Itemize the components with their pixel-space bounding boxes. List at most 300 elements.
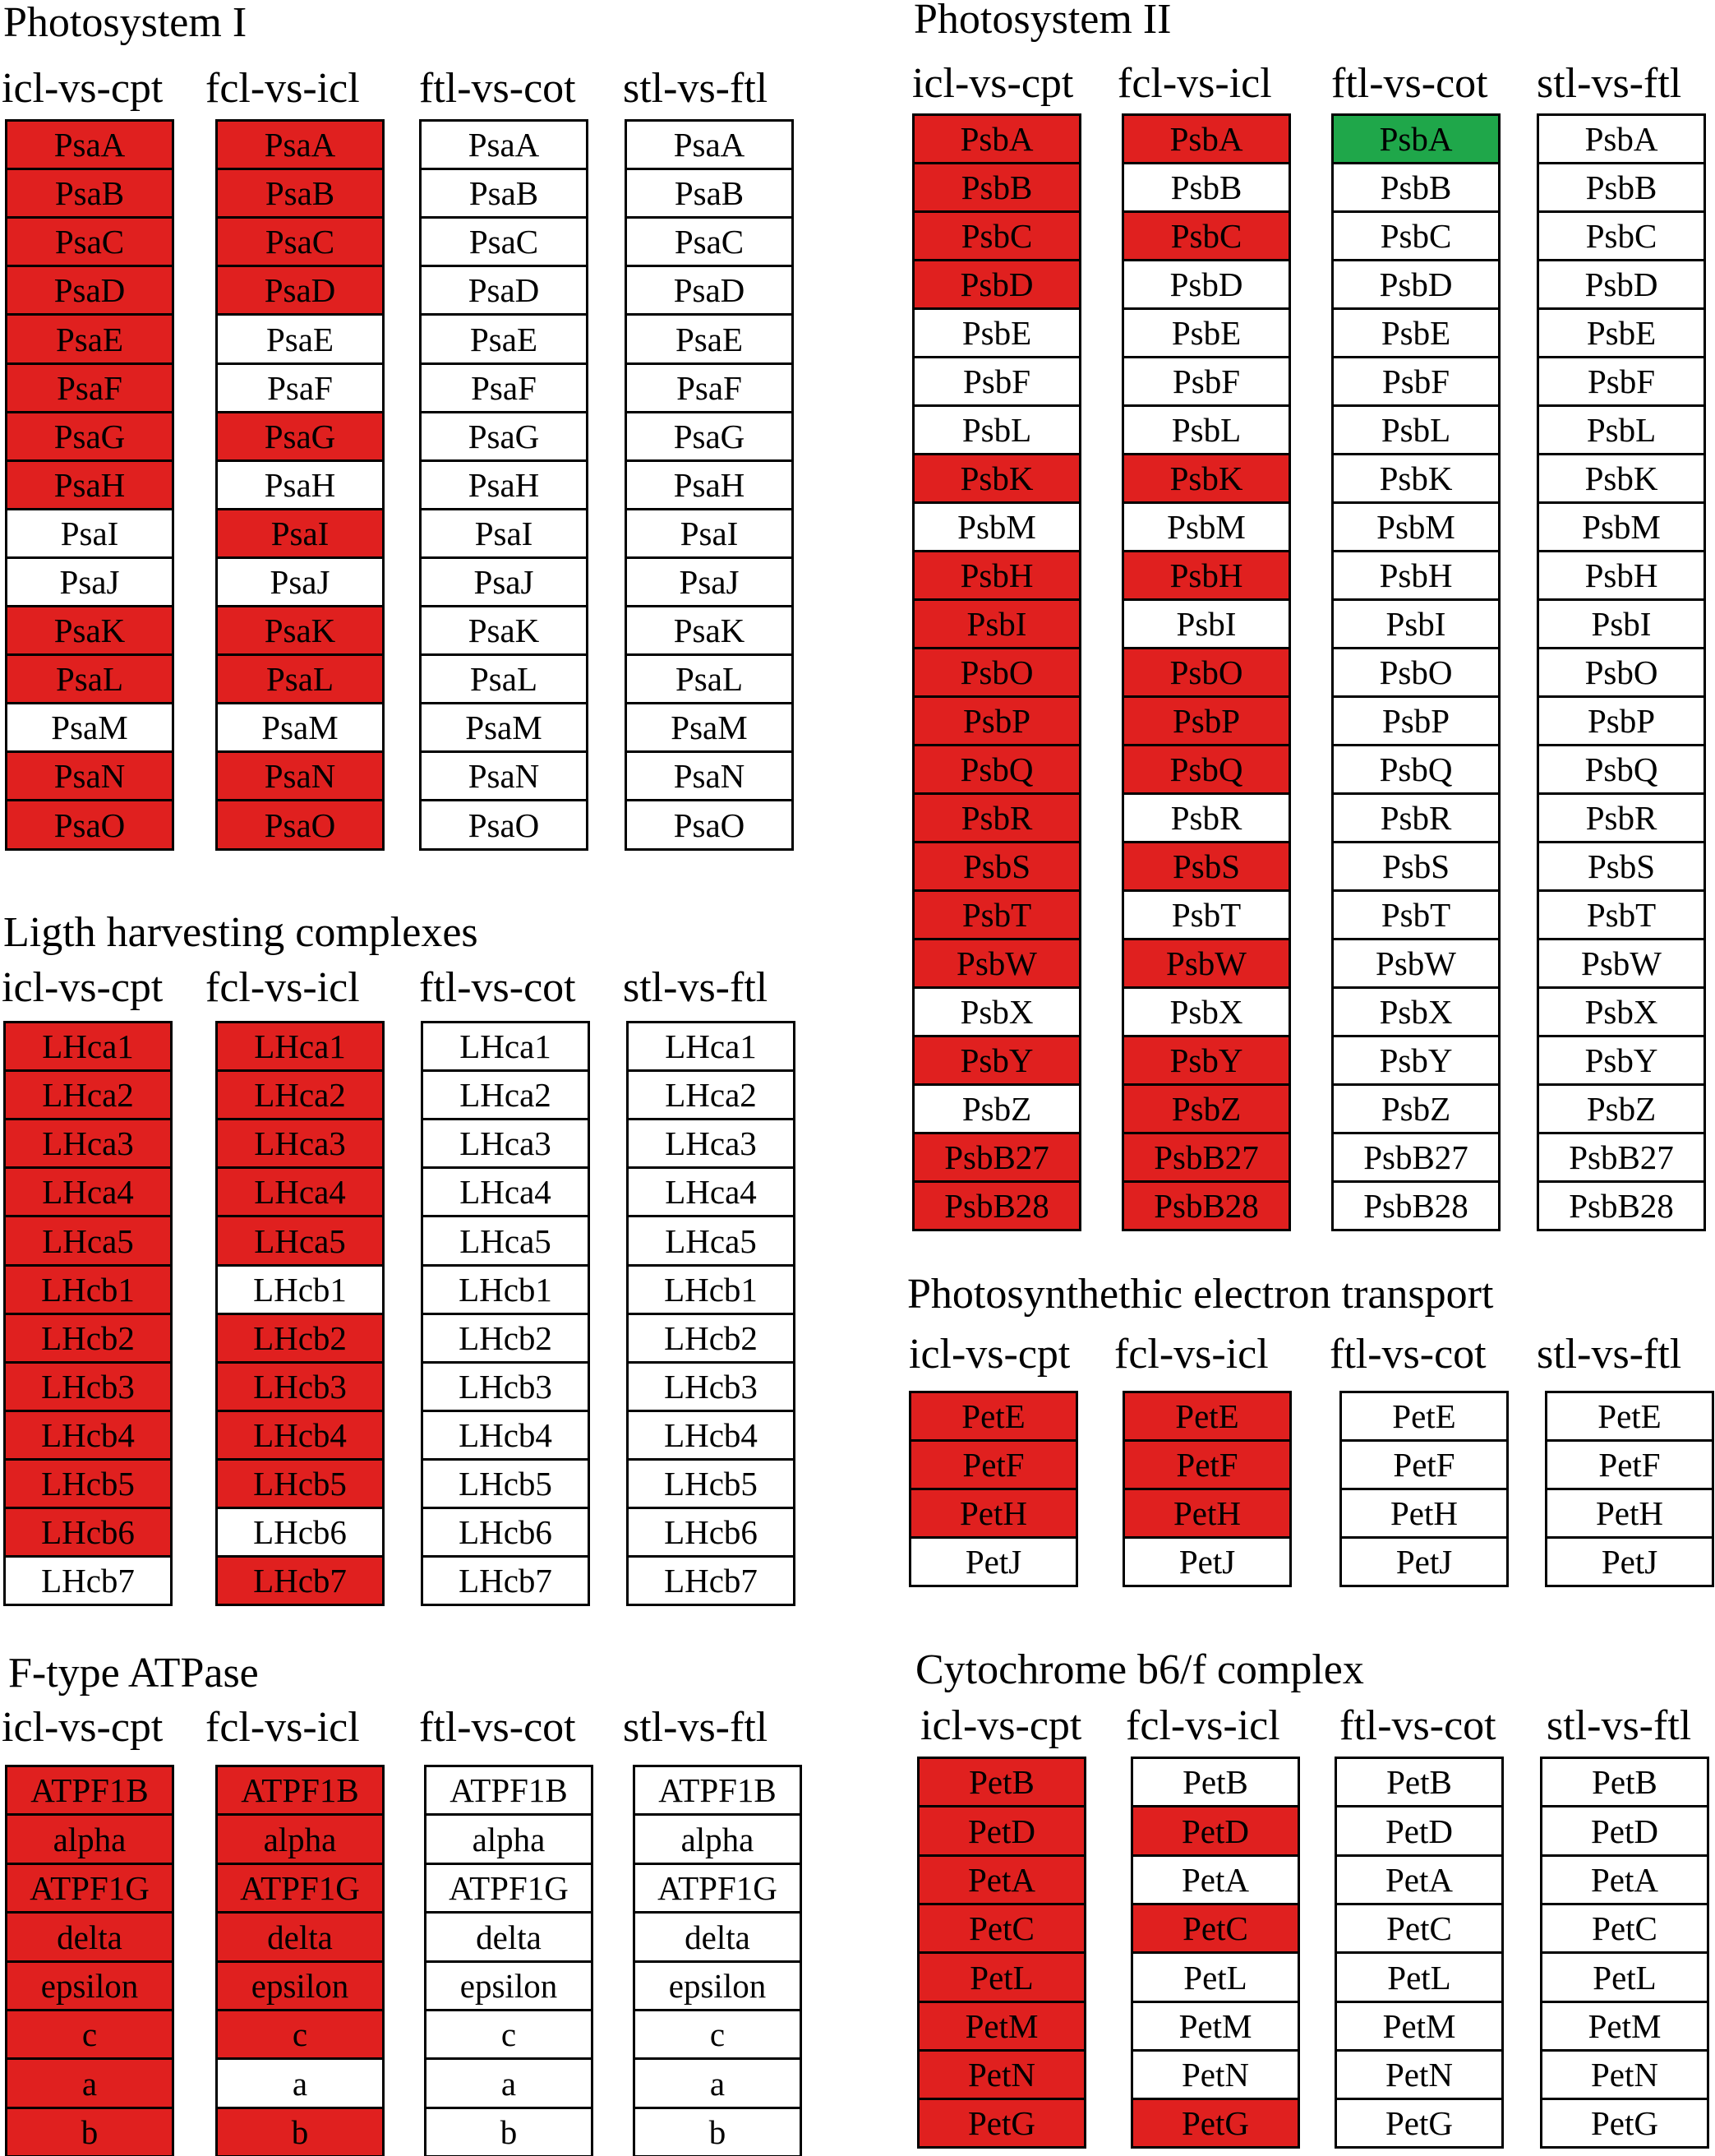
gene-cell-psaj: PsaJ	[218, 559, 382, 605]
gene-cell-psbp: PsbP	[1124, 698, 1289, 744]
panel-title-photosystem-ii: Photosystem II	[914, 0, 1172, 43]
gene-cell-psae: PsaE	[422, 316, 586, 362]
gene-column-fcl-vs-icl	[1123, 1391, 1292, 1587]
gene-cell-psbh: PsbH	[1539, 552, 1703, 598]
gene-cell-psbx: PsbX	[1539, 989, 1703, 1035]
gene-cell-psal: PsaL	[422, 656, 586, 702]
gene-cell-psbi: PsbI	[1334, 601, 1498, 647]
gene-cell-petn: PetN	[920, 2052, 1084, 2098]
gene-cell-psaf: PsaF	[422, 365, 586, 411]
gene-cell-psag: PsaG	[218, 413, 382, 459]
gene-cell-psbo: PsbO	[915, 649, 1079, 695]
gene-cell-epsilon: epsilon	[635, 1963, 800, 2009]
gene-cell-peta: PetA	[920, 1857, 1084, 1903]
gene-cell-psbz: PsbZ	[1539, 1086, 1703, 1132]
gene-cell-psae: PsaE	[7, 316, 172, 362]
gene-cell-epsilon: epsilon	[426, 1963, 591, 2009]
column-header-stl-vs-ftl: stl-vs-ftl	[623, 65, 768, 112]
gene-cell-peta: PetA	[1133, 1857, 1298, 1903]
gene-cell-psbo: PsbO	[1334, 649, 1498, 695]
gene-cell-psbf: PsbF	[1124, 358, 1289, 404]
gene-cell-psby: PsbY	[1334, 1037, 1498, 1083]
gene-cell-psbh: PsbH	[915, 552, 1079, 598]
gene-cell-psao: PsaO	[218, 801, 382, 848]
gene-cell-petn: PetN	[1133, 2052, 1298, 2098]
gene-cell-petc: PetC	[1542, 1905, 1707, 1951]
gene-column-ftl-vs-cot	[424, 1765, 593, 2156]
gene-cell-petc: PetC	[920, 1905, 1084, 1951]
gene-column-icl-vs-cpt	[917, 1757, 1086, 2149]
gene-cell-alpha: alpha	[426, 1816, 591, 1863]
gene-cell-pete: PetE	[1342, 1393, 1506, 1439]
panel-title-cytochrome-b6-f-complex: Cytochrome b6/f complex	[915, 1646, 1364, 1693]
gene-cell-atpf1g: ATPF1G	[7, 1865, 172, 1911]
gene-column-stl-vs-ftl	[1537, 113, 1706, 1231]
gene-cell-lhcb7: LHcb7	[6, 1558, 170, 1604]
gene-column-stl-vs-ftl	[625, 119, 794, 851]
gene-cell-lhca1: LHca1	[218, 1023, 382, 1069]
gene-cell-lhcb6: LHcb6	[423, 1509, 588, 1555]
gene-column-icl-vs-cpt	[3, 1021, 173, 1606]
gene-cell-psad: PsaD	[7, 267, 172, 313]
gene-cell-psbq: PsbQ	[915, 746, 1079, 792]
gene-cell-psbb28: PsbB28	[915, 1183, 1079, 1229]
gene-cell-psah: PsaH	[422, 462, 586, 508]
gene-cell-lhca3: LHca3	[6, 1120, 170, 1166]
gene-cell-lhcb2: LHcb2	[629, 1315, 793, 1361]
gene-cell-petn: PetN	[1542, 2052, 1707, 2098]
gene-cell-psba: PsbA	[915, 116, 1079, 162]
gene-column-stl-vs-ftl	[1545, 1391, 1714, 1587]
gene-cell-lhca5: LHca5	[629, 1217, 793, 1264]
gene-cell-psbt: PsbT	[1334, 892, 1498, 938]
gene-cell-psai: PsaI	[218, 510, 382, 556]
gene-cell-lhcb3: LHcb3	[629, 1364, 793, 1410]
gene-cell-petj: PetJ	[1547, 1539, 1712, 1585]
gene-cell-psbe: PsbE	[1334, 310, 1498, 356]
gene-column-icl-vs-cpt	[5, 119, 174, 851]
gene-cell-psac: PsaC	[218, 219, 382, 265]
gene-cell-petb: PetB	[1133, 1759, 1298, 1805]
gene-cell-peta: PetA	[1542, 1857, 1707, 1903]
gene-cell-psbb27: PsbB27	[1124, 1134, 1289, 1180]
gene-cell-lhca2: LHca2	[629, 1072, 793, 1118]
gene-cell-lhcb3: LHcb3	[6, 1364, 170, 1410]
gene-cell-c: c	[218, 2011, 382, 2057]
gene-cell-petf: PetF	[1125, 1442, 1289, 1488]
gene-cell-delta: delta	[7, 1914, 172, 1960]
gene-cell-psbb: PsbB	[915, 164, 1079, 210]
gene-cell-lhcb2: LHcb2	[6, 1315, 170, 1361]
gene-cell-psbi: PsbI	[915, 601, 1079, 647]
gene-cell-psai: PsaI	[7, 510, 172, 556]
panel-title-photosynthethic-electron-transport: Photosynthethic electron transport	[907, 1271, 1494, 1318]
column-header-fcl-vs-icl: fcl-vs-icl	[1118, 60, 1272, 107]
gene-cell-psbo: PsbO	[1124, 649, 1289, 695]
gene-cell-petb: PetB	[920, 1759, 1084, 1805]
gene-cell-epsilon: epsilon	[7, 1963, 172, 2009]
gene-cell-psbl: PsbL	[1124, 407, 1289, 453]
gene-cell-petg: PetG	[1133, 2100, 1298, 2146]
gene-cell-psbc: PsbC	[1334, 213, 1498, 259]
gene-cell-psbd: PsbD	[1124, 261, 1289, 307]
gene-cell-lhca5: LHca5	[423, 1217, 588, 1264]
gene-cell-lhcb4: LHcb4	[6, 1412, 170, 1458]
gene-cell-psbz: PsbZ	[1124, 1086, 1289, 1132]
gene-cell-psbb27: PsbB27	[1539, 1134, 1703, 1180]
gene-cell-psag: PsaG	[627, 413, 791, 459]
gene-cell-psan: PsaN	[7, 753, 172, 799]
gene-cell-petg: PetG	[1337, 2100, 1501, 2146]
gene-cell-psak: PsaK	[422, 607, 586, 653]
gene-column-fcl-vs-icl	[1122, 113, 1291, 1231]
gene-cell-psao: PsaO	[422, 801, 586, 848]
gene-cell-lhcb3: LHcb3	[423, 1364, 588, 1410]
gene-cell-lhcb5: LHcb5	[423, 1461, 588, 1507]
gene-cell-b: b	[426, 2109, 591, 2155]
gene-cell-lhcb1: LHcb1	[218, 1267, 382, 1313]
column-header-fcl-vs-icl: fcl-vs-icl	[1126, 1702, 1280, 1749]
gene-cell-psbk: PsbK	[1539, 455, 1703, 501]
gene-cell-atpf1g: ATPF1G	[635, 1865, 800, 1911]
gene-cell-psbt: PsbT	[1539, 892, 1703, 938]
gene-cell-alpha: alpha	[635, 1816, 800, 1863]
column-header-icl-vs-cpt: icl-vs-cpt	[920, 1702, 1082, 1749]
gene-cell-psbm: PsbM	[1539, 504, 1703, 550]
gene-cell-c: c	[426, 2011, 591, 2057]
gene-cell-psbe: PsbE	[915, 310, 1079, 356]
gene-cell-a: a	[635, 2060, 800, 2107]
gene-cell-psbq: PsbQ	[1539, 746, 1703, 792]
gene-cell-lhcb1: LHcb1	[423, 1267, 588, 1313]
gene-cell-petb: PetB	[1542, 1759, 1707, 1805]
column-header-icl-vs-cpt: icl-vs-cpt	[2, 964, 164, 1011]
gene-cell-psaj: PsaJ	[422, 559, 586, 605]
gene-cell-petl: PetL	[1542, 1954, 1707, 2001]
gene-cell-petd: PetD	[920, 1807, 1084, 1854]
gene-cell-psbt: PsbT	[915, 892, 1079, 938]
gene-cell-b: b	[635, 2109, 800, 2155]
gene-cell-psaa: PsaA	[627, 122, 791, 168]
gene-column-ftl-vs-cot	[419, 119, 588, 851]
gene-cell-psbr: PsbR	[1124, 795, 1289, 841]
gene-cell-psac: PsaC	[7, 219, 172, 265]
gene-cell-psan: PsaN	[627, 753, 791, 799]
gene-cell-psbb28: PsbB28	[1124, 1183, 1289, 1229]
gene-column-fcl-vs-icl	[215, 119, 385, 851]
gene-cell-psbi: PsbI	[1124, 601, 1289, 647]
gene-cell-atpf1g: ATPF1G	[426, 1865, 591, 1911]
gene-cell-psab: PsaB	[7, 170, 172, 216]
gene-cell-psbx: PsbX	[915, 989, 1079, 1035]
gene-cell-psbm: PsbM	[1124, 504, 1289, 550]
gene-cell-psbq: PsbQ	[1334, 746, 1498, 792]
gene-cell-lhca2: LHca2	[423, 1072, 588, 1118]
gene-cell-peta: PetA	[1337, 1857, 1501, 1903]
column-header-icl-vs-cpt: icl-vs-cpt	[2, 1704, 164, 1751]
gene-column-fcl-vs-icl	[1131, 1757, 1300, 2149]
gene-cell-psan: PsaN	[422, 753, 586, 799]
gene-cell-lhcb7: LHcb7	[629, 1558, 793, 1604]
gene-cell-psbb27: PsbB27	[1334, 1134, 1498, 1180]
gene-cell-b: b	[218, 2109, 382, 2155]
gene-cell-psbi: PsbI	[1539, 601, 1703, 647]
gene-cell-psbd: PsbD	[1539, 261, 1703, 307]
column-header-fcl-vs-icl: fcl-vs-icl	[1114, 1331, 1269, 1378]
gene-cell-atpf1g: ATPF1G	[218, 1865, 382, 1911]
gene-cell-c: c	[635, 2011, 800, 2057]
gene-cell-petb: PetB	[1337, 1759, 1501, 1805]
gene-cell-lhcb5: LHcb5	[6, 1461, 170, 1507]
gene-cell-psad: PsaD	[422, 267, 586, 313]
gene-cell-psab: PsaB	[627, 170, 791, 216]
gene-cell-lhcb2: LHcb2	[423, 1315, 588, 1361]
gene-cell-psao: PsaO	[7, 801, 172, 848]
gene-cell-psbz: PsbZ	[1334, 1086, 1498, 1132]
gene-cell-psbd: PsbD	[915, 261, 1079, 307]
gene-cell-a: a	[7, 2060, 172, 2107]
gene-cell-psal: PsaL	[627, 656, 791, 702]
gene-cell-psbb27: PsbB27	[915, 1134, 1079, 1180]
gene-cell-petl: PetL	[1337, 1954, 1501, 2001]
gene-column-fcl-vs-icl	[215, 1765, 385, 2156]
gene-cell-psbw: PsbW	[915, 940, 1079, 986]
gene-cell-psbe: PsbE	[1124, 310, 1289, 356]
gene-cell-psbx: PsbX	[1124, 989, 1289, 1035]
gene-cell-lhcb2: LHcb2	[218, 1315, 382, 1361]
gene-cell-delta: delta	[218, 1914, 382, 1960]
column-header-fcl-vs-icl: fcl-vs-icl	[205, 65, 360, 112]
column-header-ftl-vs-cot: ftl-vs-cot	[419, 964, 576, 1011]
gene-cell-psbw: PsbW	[1334, 940, 1498, 986]
gene-cell-alpha: alpha	[7, 1816, 172, 1863]
gene-cell-psaa: PsaA	[422, 122, 586, 168]
gene-cell-epsilon: epsilon	[218, 1963, 382, 2009]
column-header-stl-vs-ftl: stl-vs-ftl	[1537, 1331, 1682, 1378]
gene-cell-psba: PsbA	[1334, 116, 1498, 162]
gene-cell-peth: PetH	[1342, 1490, 1506, 1536]
gene-cell-psbs: PsbS	[915, 843, 1079, 889]
gene-cell-psaa: PsaA	[7, 122, 172, 168]
gene-column-stl-vs-ftl	[1540, 1757, 1709, 2149]
gene-cell-psbt: PsbT	[1124, 892, 1289, 938]
gene-cell-peth: PetH	[911, 1490, 1076, 1536]
column-header-stl-vs-ftl: stl-vs-ftl	[1547, 1702, 1692, 1749]
column-header-icl-vs-cpt: icl-vs-cpt	[2, 65, 164, 112]
gene-cell-psbr: PsbR	[1334, 795, 1498, 841]
gene-cell-psbk: PsbK	[1334, 455, 1498, 501]
gene-cell-petd: PetD	[1337, 1807, 1501, 1854]
gene-cell-psbp: PsbP	[915, 698, 1079, 744]
gene-cell-a: a	[218, 2060, 382, 2107]
gene-cell-psac: PsaC	[422, 219, 586, 265]
gene-cell-lhcb4: LHcb4	[629, 1412, 793, 1458]
gene-cell-psbp: PsbP	[1334, 698, 1498, 744]
gene-cell-lhca1: LHca1	[629, 1023, 793, 1069]
gene-cell-psaa: PsaA	[218, 122, 382, 168]
gene-cell-lhcb6: LHcb6	[218, 1509, 382, 1555]
gene-cell-lhca3: LHca3	[423, 1120, 588, 1166]
gene-cell-psaf: PsaF	[7, 365, 172, 411]
gene-cell-psbl: PsbL	[1334, 407, 1498, 453]
gene-column-stl-vs-ftl	[633, 1765, 802, 2156]
gene-cell-lhca1: LHca1	[423, 1023, 588, 1069]
gene-cell-psbc: PsbC	[915, 213, 1079, 259]
gene-cell-psah: PsaH	[627, 462, 791, 508]
gene-cell-psby: PsbY	[1539, 1037, 1703, 1083]
gene-cell-psac: PsaC	[627, 219, 791, 265]
gene-cell-psbe: PsbE	[1539, 310, 1703, 356]
gene-cell-delta: delta	[426, 1914, 591, 1960]
gene-cell-psbb: PsbB	[1334, 164, 1498, 210]
gene-cell-peth: PetH	[1125, 1490, 1289, 1536]
gene-cell-lhcb4: LHcb4	[218, 1412, 382, 1458]
gene-cell-petl: PetL	[920, 1954, 1084, 2001]
gene-cell-psal: PsaL	[218, 656, 382, 702]
gene-cell-psbp: PsbP	[1539, 698, 1703, 744]
gene-cell-psam: PsaM	[218, 704, 382, 750]
gene-cell-peth: PetH	[1547, 1490, 1712, 1536]
gene-column-ftl-vs-cot	[421, 1021, 590, 1606]
gene-cell-lhca5: LHca5	[6, 1217, 170, 1264]
gene-cell-psab: PsaB	[218, 170, 382, 216]
column-header-stl-vs-ftl: stl-vs-ftl	[623, 964, 768, 1011]
gene-cell-psbh: PsbH	[1124, 552, 1289, 598]
gene-cell-atpf1b: ATPF1B	[218, 1767, 382, 1813]
panel-title-ligth-harvesting-complexes: Ligth harvesting complexes	[3, 909, 478, 956]
gene-cell-petm: PetM	[920, 2003, 1084, 2049]
gene-cell-psbc: PsbC	[1539, 213, 1703, 259]
gene-cell-lhcb7: LHcb7	[423, 1558, 588, 1604]
gene-cell-lhca2: LHca2	[218, 1072, 382, 1118]
gene-cell-psbc: PsbC	[1124, 213, 1289, 259]
gene-cell-lhcb1: LHcb1	[629, 1267, 793, 1313]
gene-cell-psbm: PsbM	[915, 504, 1079, 550]
gene-cell-psam: PsaM	[422, 704, 586, 750]
column-header-ftl-vs-cot: ftl-vs-cot	[419, 65, 576, 112]
gene-cell-psbs: PsbS	[1539, 843, 1703, 889]
gene-cell-psaf: PsaF	[218, 365, 382, 411]
gene-cell-lhcb4: LHcb4	[423, 1412, 588, 1458]
gene-cell-psbs: PsbS	[1334, 843, 1498, 889]
gene-cell-psai: PsaI	[627, 510, 791, 556]
gene-cell-psbb: PsbB	[1539, 164, 1703, 210]
gene-cell-psao: PsaO	[627, 801, 791, 848]
gene-cell-a: a	[426, 2060, 591, 2107]
gene-cell-psam: PsaM	[627, 704, 791, 750]
gene-cell-psbk: PsbK	[915, 455, 1079, 501]
column-header-ftl-vs-cot: ftl-vs-cot	[1331, 60, 1488, 107]
gene-cell-psai: PsaI	[422, 510, 586, 556]
gene-column-ftl-vs-cot	[1331, 113, 1501, 1231]
column-header-fcl-vs-icl: fcl-vs-icl	[205, 964, 360, 1011]
gene-cell-psbh: PsbH	[1334, 552, 1498, 598]
gene-cell-petj: PetJ	[1342, 1539, 1506, 1585]
gene-cell-psag: PsaG	[422, 413, 586, 459]
gene-cell-psaf: PsaF	[627, 365, 791, 411]
panel-title-f-type-atpase: F-type ATPase	[8, 1650, 259, 1697]
gene-cell-lhca4: LHca4	[218, 1169, 382, 1215]
gene-cell-psam: PsaM	[7, 704, 172, 750]
gene-cell-petj: PetJ	[1125, 1539, 1289, 1585]
column-header-fcl-vs-icl: fcl-vs-icl	[205, 1704, 360, 1751]
gene-cell-lhcb5: LHcb5	[629, 1461, 793, 1507]
gene-cell-psbl: PsbL	[915, 407, 1079, 453]
gene-cell-psbq: PsbQ	[1124, 746, 1289, 792]
gene-cell-atpf1b: ATPF1B	[7, 1767, 172, 1813]
gene-cell-lhca3: LHca3	[629, 1120, 793, 1166]
gene-cell-psan: PsaN	[218, 753, 382, 799]
gene-column-fcl-vs-icl	[215, 1021, 385, 1606]
gene-column-icl-vs-cpt	[912, 113, 1081, 1231]
gene-cell-b: b	[7, 2109, 172, 2155]
column-header-icl-vs-cpt: icl-vs-cpt	[912, 60, 1074, 107]
gene-cell-lhca5: LHca5	[218, 1217, 382, 1264]
gene-cell-psbb28: PsbB28	[1334, 1183, 1498, 1229]
gene-cell-delta: delta	[635, 1914, 800, 1960]
gene-cell-psaj: PsaJ	[627, 559, 791, 605]
gene-cell-atpf1b: ATPF1B	[426, 1767, 591, 1813]
gene-cell-psbr: PsbR	[1539, 795, 1703, 841]
gene-cell-alpha: alpha	[218, 1816, 382, 1863]
gene-cell-psba: PsbA	[1124, 116, 1289, 162]
gene-cell-petm: PetM	[1337, 2003, 1501, 2049]
gene-cell-psbl: PsbL	[1539, 407, 1703, 453]
panel-title-photosystem-i: Photosystem I	[3, 0, 247, 46]
gene-cell-psba: PsbA	[1539, 116, 1703, 162]
gene-cell-psak: PsaK	[627, 607, 791, 653]
gene-cell-lhcb3: LHcb3	[218, 1364, 382, 1410]
gene-cell-psad: PsaD	[627, 267, 791, 313]
gene-cell-lhcb7: LHcb7	[218, 1558, 382, 1604]
gene-cell-psbw: PsbW	[1124, 940, 1289, 986]
gene-cell-lhca2: LHca2	[6, 1072, 170, 1118]
gene-cell-petm: PetM	[1133, 2003, 1298, 2049]
gene-cell-psbf: PsbF	[1334, 358, 1498, 404]
column-header-stl-vs-ftl: stl-vs-ftl	[623, 1704, 768, 1751]
gene-cell-lhca4: LHca4	[423, 1169, 588, 1215]
column-header-ftl-vs-cot: ftl-vs-cot	[1330, 1331, 1487, 1378]
gene-cell-psad: PsaD	[218, 267, 382, 313]
gene-cell-psbr: PsbR	[915, 795, 1079, 841]
gene-cell-petm: PetM	[1542, 2003, 1707, 2049]
gene-cell-atpf1b: ATPF1B	[635, 1767, 800, 1813]
gene-column-ftl-vs-cot	[1339, 1391, 1509, 1587]
gene-cell-pete: PetE	[1125, 1393, 1289, 1439]
gene-cell-psae: PsaE	[218, 316, 382, 362]
gene-cell-psae: PsaE	[627, 316, 791, 362]
gene-cell-petf: PetF	[911, 1442, 1076, 1488]
gene-column-ftl-vs-cot	[1335, 1757, 1504, 2149]
gene-cell-petf: PetF	[1547, 1442, 1712, 1488]
gene-cell-psby: PsbY	[915, 1037, 1079, 1083]
gene-cell-psak: PsaK	[7, 607, 172, 653]
gene-cell-petj: PetJ	[911, 1539, 1076, 1585]
column-header-ftl-vs-cot: ftl-vs-cot	[419, 1704, 576, 1751]
column-header-stl-vs-ftl: stl-vs-ftl	[1537, 60, 1682, 107]
gene-cell-psah: PsaH	[7, 462, 172, 508]
gene-cell-psbb28: PsbB28	[1539, 1183, 1703, 1229]
gene-cell-psbd: PsbD	[1334, 261, 1498, 307]
gene-cell-psbx: PsbX	[1334, 989, 1498, 1035]
gene-column-icl-vs-cpt	[909, 1391, 1078, 1587]
gene-cell-psbz: PsbZ	[915, 1086, 1079, 1132]
gene-cell-pete: PetE	[1547, 1393, 1712, 1439]
gene-cell-psaj: PsaJ	[7, 559, 172, 605]
gene-cell-lhca1: LHca1	[6, 1023, 170, 1069]
gene-cell-petn: PetN	[1337, 2052, 1501, 2098]
gene-cell-psbb: PsbB	[1124, 164, 1289, 210]
